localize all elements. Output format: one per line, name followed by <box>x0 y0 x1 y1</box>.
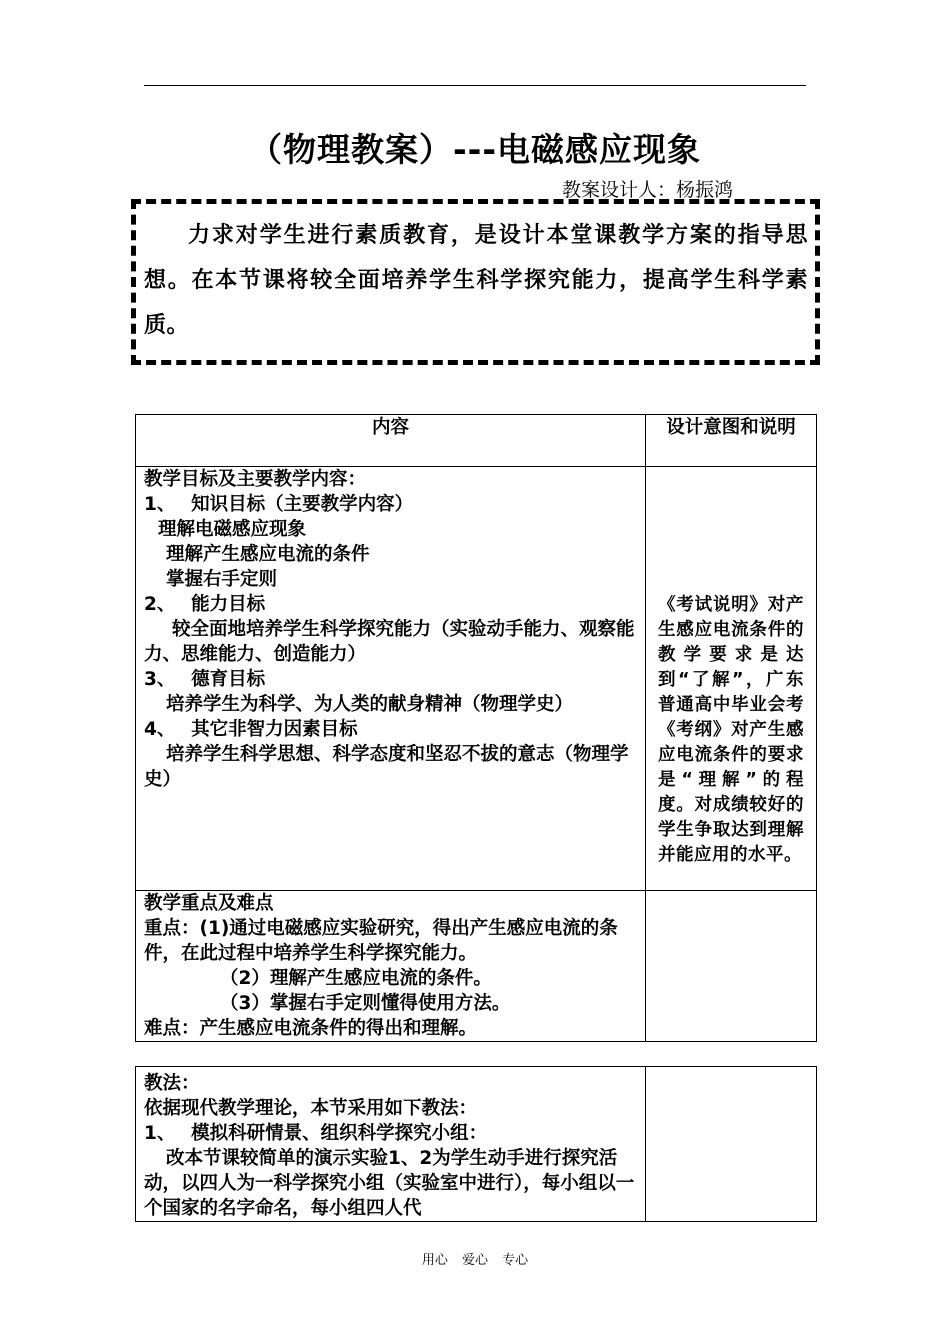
objective-3: 3、 德育目标 <box>144 669 266 690</box>
methods-cell <box>136 1067 646 1222</box>
objective-4-text: 培养学生科学思想、科学态度和坚忍不拔的意志（物理学史） <box>144 744 629 790</box>
objective-2: 2、 能力目标 <box>144 594 266 615</box>
objective-1-c: 掌握右手定则 <box>166 569 278 590</box>
method-1-text: 改本节课较简单的演示实验1、2为学生动手进行探究活动，以四人为一科学探究小组（实验室中进行），每小组以一个国家的名字命名，每小组四人代 <box>144 1148 635 1219</box>
objectives-heading: 教学目标及主要教学内容： <box>144 469 367 490</box>
objective-4: 4、 其它非智力因素目标 <box>144 719 358 740</box>
key-point-1: 重点：(1)通过电磁感应实验研究，得出产生感应电流的条件，在此过程中培养学生科学探究能力。 <box>144 918 618 964</box>
design-note-cell <box>646 467 817 891</box>
design-note: 《考试说明》对产生感应电流条件的教学要求是达到“了解”，广东普通高中毕业会考《考纲》对产生感应电流条件的要求是“理解”的程度。对成绩较好的学生争取达到理解并能应用的水平。 <box>658 595 804 865</box>
method-1: 1、 模拟科研情景、组织科学探究小组： <box>144 1123 488 1144</box>
objectives-cell <box>136 467 646 891</box>
lesson-table <box>135 414 817 1042</box>
objective-1-b: 理解产生感应电流的条件 <box>166 544 370 565</box>
objective-2-text: 较全面地培养学生科学探究能力（实验动手能力、观察能力、思维能力、创造能力） <box>144 619 635 665</box>
key-points-cell <box>136 891 646 1042</box>
methods-intro: 依据现代教学理论，本节采用如下教法： <box>144 1098 478 1119</box>
page-title: （物理教案）---电磁感应现象 <box>248 130 702 169</box>
key-points-note-cell <box>646 891 817 1042</box>
methods-heading: 教法： <box>144 1073 200 1094</box>
objective-3-text: 培养学生为科学、为人类的献身精神（物理学史） <box>166 694 574 715</box>
objective-1-a: 理解电磁感应现象 <box>158 519 307 540</box>
key-point-2: （2）理解产生感应电流的条件。 <box>220 968 492 989</box>
designer-line: 教案设计人：杨振鸿 <box>562 179 734 201</box>
difficulty: 难点：产生感应电流条件的得出和理解。 <box>144 1018 478 1039</box>
methods-note-cell <box>646 1067 817 1222</box>
intro-text: 力求对学生进行素质教育，是设计本堂课教学方案的指导思想。在本节课将较全面培养学生科学探究能力，提高学生科学素质。 <box>144 223 808 338</box>
page-footer: 用心 爱心 专心 <box>421 1253 529 1268</box>
methods-table <box>135 1066 817 1222</box>
key-points-heading: 教学重点及难点 <box>144 893 274 914</box>
objective-1: 1、 知识目标（主要教学内容） <box>144 494 414 515</box>
header-design-notes: 设计意图和说明 <box>646 415 817 467</box>
header-rule <box>144 85 806 86</box>
header-content: 内容 <box>136 415 646 467</box>
key-point-3: （3）掌握右手定则懂得使用方法。 <box>220 993 511 1014</box>
